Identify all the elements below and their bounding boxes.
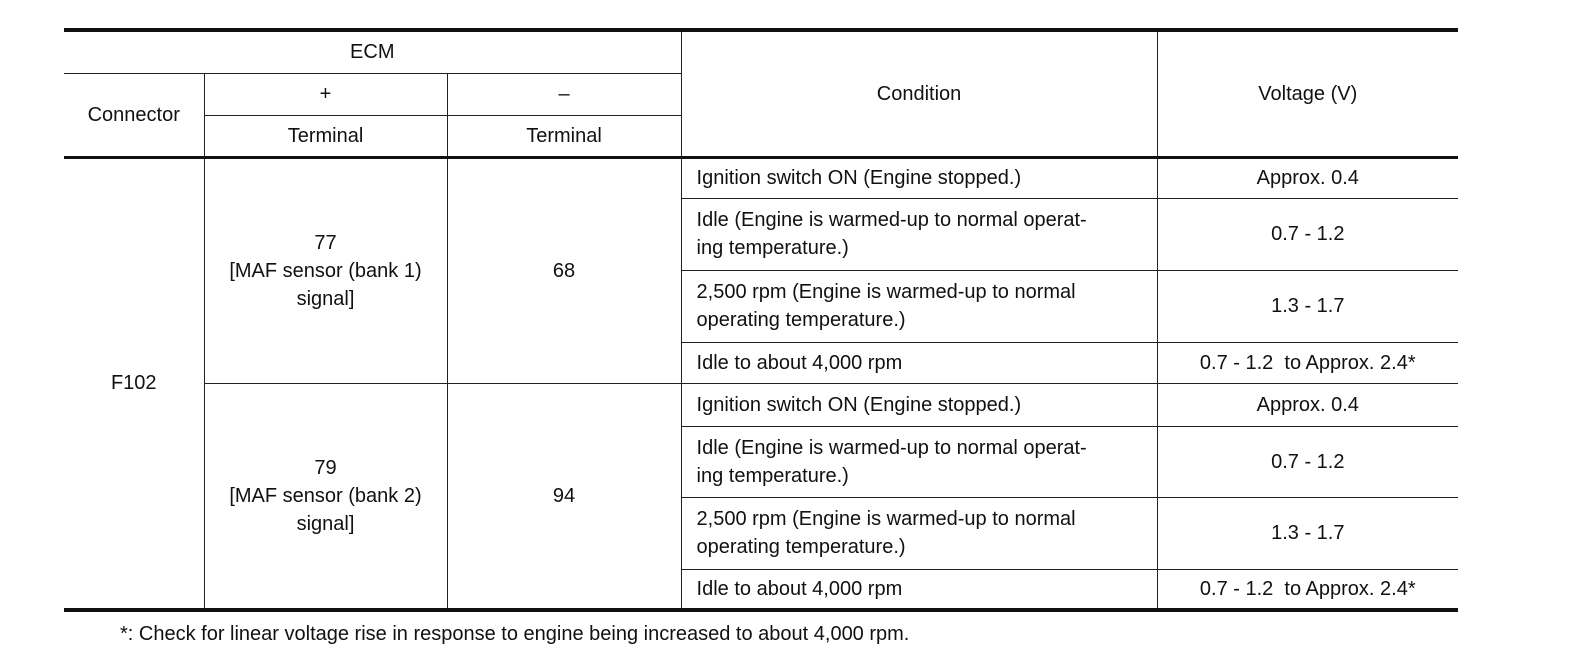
terminal-number: 77 [314,231,337,254]
terminal-description: [MAF sensor (bank 1) [229,259,422,282]
connector-header: Connector [64,73,204,157]
footnote: *: Check for linear voltage rise in response to engine being increased to about 4,000 rpm. [120,623,910,645]
condition-cell [681,497,1157,569]
ecm-header: ECM [64,30,681,73]
condition-cell [681,198,1157,270]
condition-cell: Ignition switch ON (Engine stopped.) [681,157,1157,198]
spec-table-wrapper [64,28,1458,612]
condition-header: Condition [681,30,1157,157]
condition-cell: Idle to about 4,000 rpm [681,569,1157,610]
minus-terminal-cell: 68 [447,157,681,383]
terminal-description-cont: signal] [296,512,355,535]
condition-line: ing temperature.) [696,237,849,259]
condition-line: ing temperature.) [696,464,849,487]
ecm-terminal-voltage-table [64,28,1458,612]
connector-cell: F102 [64,157,204,610]
condition-line: 2,500 rpm (Engine is warmed-up to normal [696,281,1076,303]
condition-cell [681,270,1157,342]
terminal-number: 79 [314,456,337,479]
minus-terminal-header: Terminal [447,115,681,157]
plus-terminal-cell [204,157,447,383]
plus-terminal-cell [204,383,447,610]
voltage-cell: 0.7 - 1.2 to Approx. 2.4* [1157,342,1458,383]
plus-header: + [204,73,447,115]
condition-cell: Ignition switch ON (Engine stopped.) [681,383,1157,426]
condition-cell [681,426,1157,497]
voltage-cell: 0.7 - 1.2 to Approx. 2.4* [1157,569,1458,610]
voltage-cell: 0.7 - 1.2 [1157,426,1458,497]
terminal-description: [MAF sensor (bank 2) [229,484,422,507]
voltage-cell: 0.7 - 1.2 [1157,198,1458,270]
voltage-cell: Approx. 0.4 [1157,157,1458,198]
terminal-description-cont: signal] [296,287,355,310]
minus-header: – [447,73,681,115]
condition-line: operating temperature.) [696,536,906,558]
condition-line: operating temperature.) [696,309,906,331]
condition-cell: Idle to about 4,000 rpm [681,342,1157,383]
condition-line: Idle (Engine is warmed-up to normal operat- [696,209,1087,231]
voltage-header: Voltage (V) [1157,30,1458,157]
voltage-cell: Approx. 0.4 [1157,383,1458,426]
condition-line: Idle (Engine is warmed-up to normal operat- [696,436,1087,459]
plus-terminal-header: Terminal [204,115,447,157]
condition-line: 2,500 rpm (Engine is warmed-up to normal [696,508,1076,530]
voltage-cell: 1.3 - 1.7 [1157,497,1458,569]
minus-terminal-cell: 94 [447,383,681,610]
voltage-cell: 1.3 - 1.7 [1157,270,1458,342]
